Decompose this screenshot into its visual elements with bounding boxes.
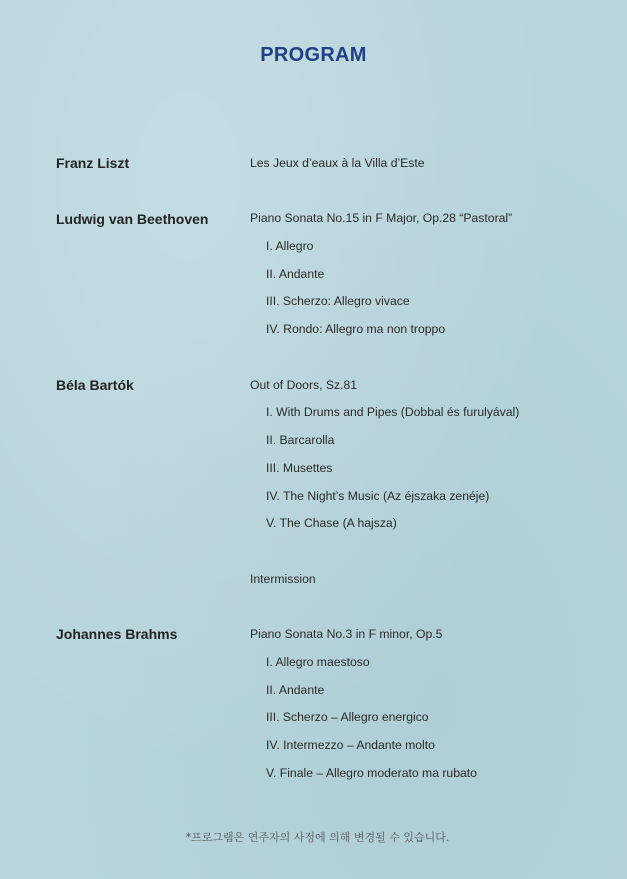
- movement-item: I. With Drums and Pipes (Dobbal és furulyával): [266, 405, 520, 419]
- movement-item: II. Andante: [266, 683, 325, 697]
- intermission-label: Intermission: [250, 572, 316, 586]
- footnote: *프로그램은 연주자의 사정에 의해 변경될 수 있습니다.: [185, 831, 450, 844]
- movement-item: IV. The Night’s Music (Az éjszaka zenéje): [266, 489, 490, 503]
- composer-bartok: Béla Bartók: [56, 377, 134, 393]
- work-liszt: Les Jeux d’eaux à la Villa d’Este: [250, 156, 425, 170]
- work-bartok: Out of Doors, Sz.81: [250, 378, 358, 392]
- composer-beethoven: Ludwig van Beethoven: [56, 211, 209, 227]
- movement-item: III. Musettes: [266, 461, 333, 475]
- page-title: PROGRAM: [260, 44, 367, 66]
- work-beethoven: Piano Sonata No.15 in F Major, Op.28 “Pastoral”: [250, 211, 513, 225]
- movement-item: V. Finale – Allegro moderato ma rubato: [266, 766, 477, 780]
- movement-item: I. Allegro maestoso: [266, 655, 370, 669]
- movement-item: III. Scherzo – Allegro energico: [266, 710, 429, 724]
- composer-liszt: Franz Liszt: [56, 155, 130, 171]
- work-brahms: Piano Sonata No.3 in F minor, Op.5: [250, 627, 443, 641]
- movement-item: II. Andante: [266, 267, 325, 281]
- movement-item: III. Scherzo: Allegro vivace: [266, 294, 410, 308]
- movement-item: IV. Intermezzo – Andante molto: [266, 738, 435, 752]
- movement-item: V. The Chase (A hajsza): [266, 516, 397, 530]
- movement-item: I. Allegro: [266, 239, 314, 253]
- movement-item: II. Barcarolla: [266, 433, 335, 447]
- composer-brahms: Johannes Brahms: [56, 626, 178, 642]
- movement-item: IV. Rondo: Allegro ma non troppo: [266, 322, 446, 336]
